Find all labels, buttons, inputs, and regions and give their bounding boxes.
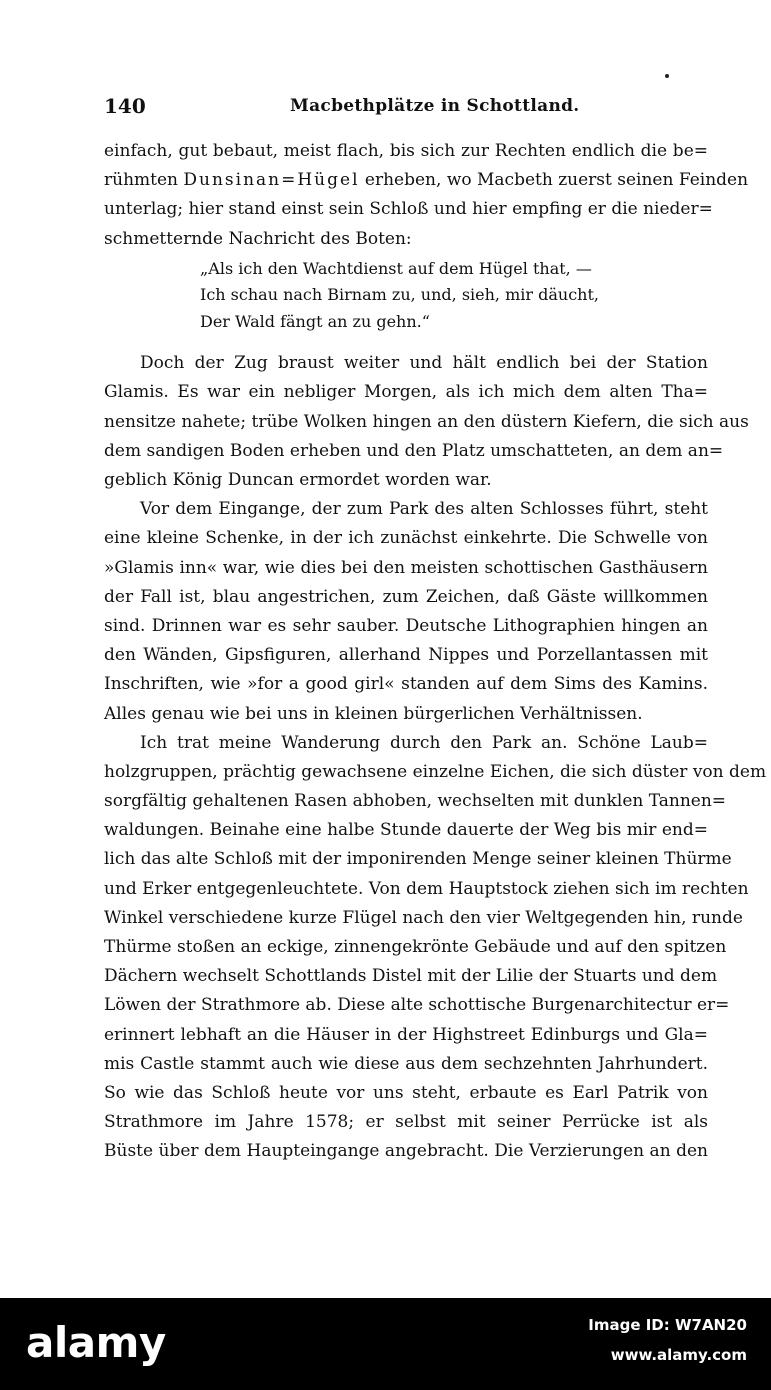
spaced-name: Dunsinan=Hügel bbox=[183, 170, 360, 191]
text-line: Strathmore im Jahre 1578; er selbst mit seiner Perrücke ist als bbox=[104, 1112, 708, 1133]
text-line: einfach, gut bebaut, meist flach, bis sich zur Rechten endlich die be= bbox=[104, 141, 708, 161]
quote-line: Der Wald fängt an zu gehn.“ bbox=[200, 311, 430, 331]
text-segment: rühmten Dunsinan=Hügel erheben, wo Macbeth zuerst seinen Feinden bbox=[104, 170, 749, 191]
text-line: Thürme stoßen an eckige, zinnengekrönte Gebäude und auf den spitzen bbox=[104, 937, 727, 957]
site-url-label: www.alamy.com bbox=[610, 1346, 747, 1364]
text-line: der Fall ist, blau angestrichen, zum Zeichen, daß Gäste willkommen bbox=[104, 586, 708, 607]
running-title: Macbethplätze in Schottland. bbox=[290, 96, 580, 116]
text-line: Winkel verschiedene kurze Flügel nach den vier Weltgegenden hin, runde bbox=[104, 907, 743, 928]
text-line: »Glamis inn« war, wie dies bei den meisten schottischen Gasthäusern bbox=[104, 557, 708, 578]
text-line: Büste über dem Haupteingange angebracht. Die Verzierungen an den bbox=[104, 1141, 708, 1162]
text-line: dem sandigen Boden erheben und den Platz umschatteten, an dem an= bbox=[104, 440, 724, 461]
body-text bbox=[104, 137, 767, 1167]
watermark-footer bbox=[0, 1298, 771, 1390]
text-line: sind. Drinnen war es sehr sauber. Deutsche Lithographien hingen an bbox=[104, 615, 708, 636]
text-line: unterlag; hier stand einst sein Schloß und hier empfing er die nieder= bbox=[104, 199, 713, 220]
text-line: eine kleine Schenke, in der ich zunächst einkehrte. Die Schwelle von bbox=[104, 528, 708, 549]
text-line: geblich König Duncan ermordet worden war. bbox=[104, 470, 492, 490]
text-line: schmetternde Nachricht des Boten: bbox=[104, 228, 412, 249]
text-line: lich das alte Schloß mit der imponirenden Menge seiner kleinen Thürme bbox=[104, 849, 732, 870]
text-line: Inschriften, wie »for a good girl« standen auf dem Sims des Kamins. bbox=[104, 674, 708, 695]
text-line: nensitze nahete; trübe Wolken hingen an den düstern Kiefern, die sich aus bbox=[104, 411, 749, 432]
text-line: So wie das Schloß heute vor uns steht, erbaute es Earl Patrik von bbox=[104, 1082, 708, 1103]
text-line: mis Castle stammt auch wie diese aus dem sechzehnten Jahrhundert. bbox=[104, 1053, 708, 1074]
text-line: Doch der Zug braust weiter und hält endlich bei der Station bbox=[140, 353, 708, 374]
text-line: und Erker entgegenleuchtete. Von dem Hauptstock ziehen sich im rechten bbox=[104, 878, 749, 899]
running-head bbox=[104, 94, 708, 120]
image-id-label: Image ID: W7AN20 bbox=[588, 1316, 747, 1334]
quote-line: „Als ich den Wachtdienst auf dem Hügel that, — bbox=[200, 258, 592, 278]
text-line bbox=[104, 166, 749, 195]
text-line: sorgfältig gehaltenen Rasen abhoben, wechselten mit dunklen Tannen= bbox=[104, 791, 727, 812]
text-line: waldungen. Beinahe eine halbe Stunde dauerte der Weg bis mir end= bbox=[104, 820, 708, 841]
text-line: Löwen der Strathmore ab. Diese alte schottische Burgenarchitectur er= bbox=[104, 995, 730, 1016]
text-line: holzgruppen, prächtig gewachsene einzelne Eichen, die sich düster von dem bbox=[104, 761, 767, 782]
quote-line: Ich schau nach Birnam zu, und, sieh, mir däucht, bbox=[200, 285, 599, 305]
text-line: Vor dem Eingange, der zum Park des alten Schlosses führt, steht bbox=[140, 499, 708, 520]
text-line: Glamis. Es war ein nebliger Morgen, als ich mich dem alten Tha= bbox=[104, 382, 708, 403]
text-line: Ich trat meine Wanderung durch den Park an. Schöne Laub= bbox=[140, 732, 708, 753]
text-line: den Wänden, Gipsfiguren, allerhand Nippes und Porzellantassen mit bbox=[104, 645, 708, 666]
text-line: erinnert lebhaft an die Häuser in der Highstreet Edinburgs und Gla= bbox=[104, 1024, 708, 1045]
page-number: 140 bbox=[104, 94, 146, 118]
text-line: Dächern wechselt Schottlands Distel mit der Lilie der Stuarts und dem bbox=[104, 966, 718, 987]
text-line: Alles genau wie bei uns in kleinen bürgerlichen Verhältnissen. bbox=[104, 703, 643, 724]
print-speck bbox=[665, 74, 669, 78]
brand-logo: alamy bbox=[26, 1318, 166, 1367]
